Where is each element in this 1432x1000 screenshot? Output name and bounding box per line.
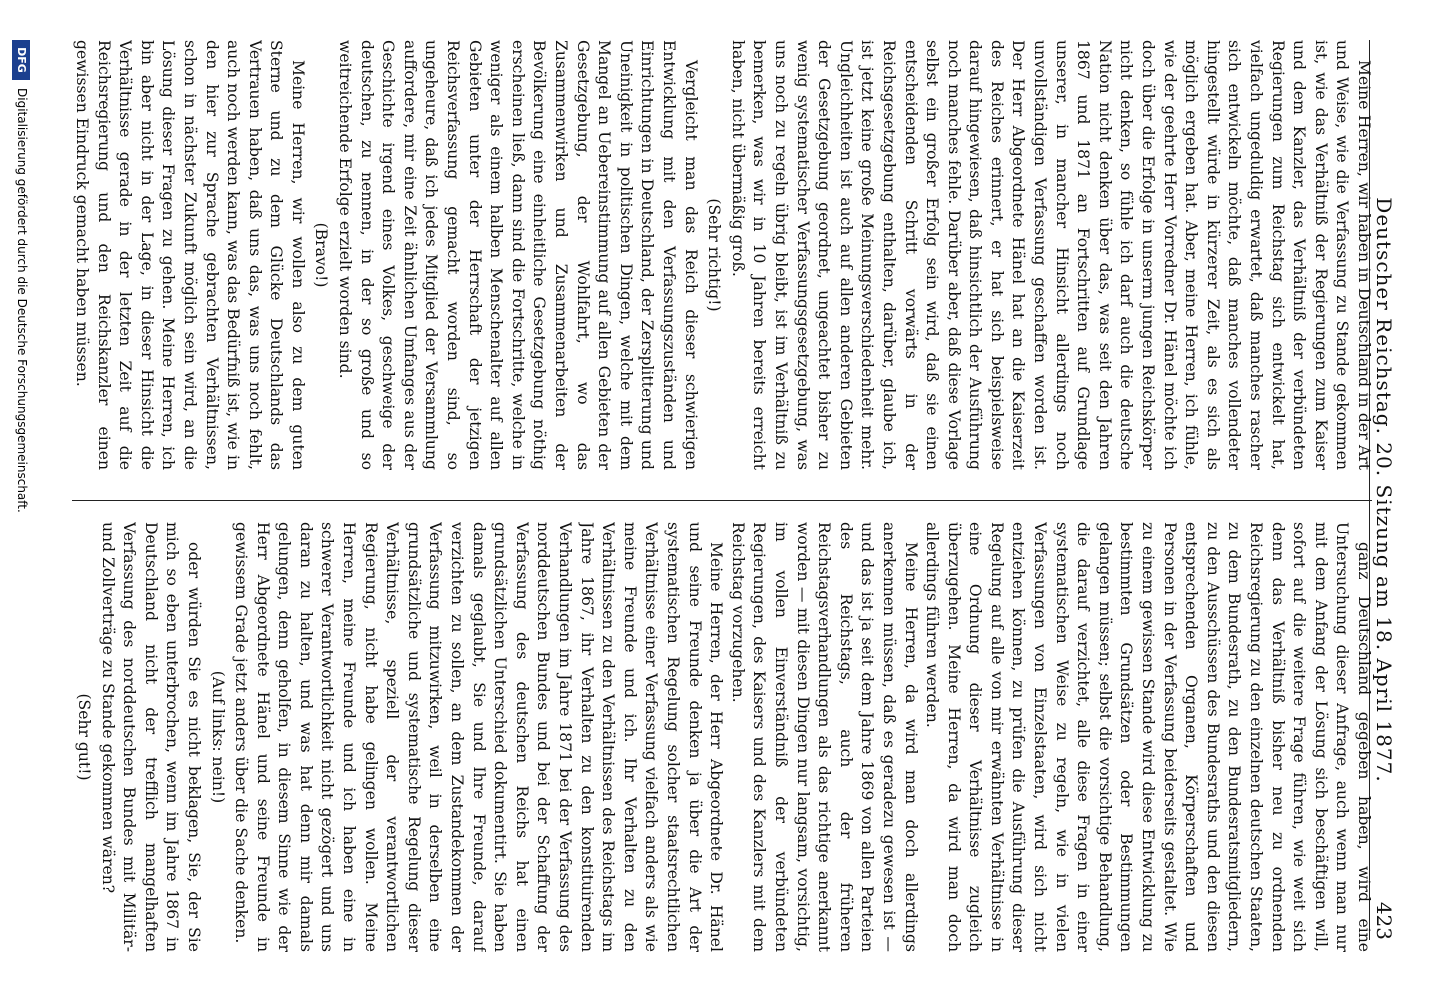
interjection: (Bravo!) — [312, 222, 331, 288]
page-footer — [6, 40, 30, 940]
column-divider — [72, 500, 1372, 501]
text-column-left — [69, 40, 1374, 470]
page-title: Deutscher Reichstag. 20. Sitzung am 18. April 1877. — [1372, 197, 1396, 783]
paragraph: Meine Herren, da wird man doch allerdings anerkennen müssen, daß es geradezu gewesen ist — und das ist ja seit dem Jahre 1869 von allen Parteien des Reichstags, auch der früheren Reichstagsverhandlungen als das richtige anerkannt worden — mit diesen Dingen nur langsam, vorsichtig, im vollen Einverständniß der verbündeten Regierungen, des Kaisers und des Kanzlers mit dem Reichstag vorzugehen. — [728, 522, 920, 952]
paragraph: Vergleicht man das Reich dieser schwierigen Entwicklung mit den Verfassungszuständen und Einrichtungen in Deutschland, der Zersplitterung und Uneinigkeit in politischen Dingen, welche mit dem Mangel an Uebereinstimmung auf allen Gebieten der Gesetzgebung, der Wohlfahrt, wo das Zusammenwirken und Zusammenarbeiten der Bevölkerung eine einheitliche Gesetzgebung nöthig erscheinen ließ, dann sind die Fortschritte, welche in weniger als einem halben Menschenalter auf allen Gebieten unter der Herrschaft der jetzigen Reichsverfassung gemacht worden sind, so ungeheure, daß ich jedes Mitglied der Versammlung auffordere, mir eine Zeit ähnlichen Umfanges aus der Geschichte irgend eines Volkes, geschweige der deutschen, zu nennen, in der so große und so weitreichende Erfolge erzielt worden sind. — [336, 40, 700, 470]
interjection: (Sehr gut!) — [74, 693, 93, 781]
paragraph — [69, 522, 70, 952]
interjection: (Auf links: nein!) — [208, 670, 227, 804]
interjection: (Sehr richtig!) — [705, 198, 724, 312]
page-number: 423 — [1372, 901, 1396, 940]
paragraph: Meine Herren, wir haben in Deutschland in der Art und Weise, wie die Verfassung zu Stande gekommen ist, wie das Verhältniß der Regierungen zum Kaiser und dem Kanzler, das Verhältniß der verbündeten Regierungen zum Reichstag sich entwickelt hat, vielfach ungeduldig erwartet, daß manches rascher sich entwickeln möchte, daß manches vollendeter hingestellt würde in kürzerer Zeit, als es sich als möglich ergeben hat. Aber, meine Herren, ich fühle, wie der geehrte Herr Vorredner Dr. Hänel möchte ich doch über die Erfolge in unserm jungen Reichskörper nicht denken, so fühle ich darf auch die deutsche Nation nicht denken über das, was seit den Jahren 1867 und 1871 an Fortschritten auf Grundlage unserer, in mancher Hinsicht allerdings noch unvollständigen Verfassung geschaffen worden ist. Der Herr Abgeordnete Hänel hat an die Kaiserzeit des Reiches erinnert, er hat sich beispielsweise darauf hingewiesen, daß hinsichtlich der Ausführung noch manches fehle. Darüber aber, daß diese Vorlage selbst ein großer Erfolg sein wird, daß sie einen entscheidenden Schritt vorwärts in der Reichsgesetzgebung enthalten, darüber, glaube ich, ist jetzt keine große Meinungsverschiedenheit mehr. Ungleichheiten ist auch auf allen anderen Gebieten der Gesetzgebung geordnet, ungeachtet bisher zu wenig systematischer Verfassungsgesetzgebung, was uns noch zu regeln übrig bleibt, ist im Verhältniß zu bemerken, was wir in 10 Jahren bereits erreicht haben, nicht übermäßig groß. — [728, 40, 1373, 470]
paragraph: ganz Deutschland gegeben haben, wird eine Untersuchung dieser Anfrage, auch wenn man nur mit dem Anfang der Lösung sich beschäftigen will, sofort auf die weitere Frage führen, wie weit sich denn das Verhältniß bisher neu zu ordnenden Reichsregierung zu den einzelnen deutschen Staaten, zu dem Bundesrath, zu den Bundesratsmitgliedern, zu den Ausschüssen des Bundesraths und den diesen entsprechenden Organen, Körperschaften und Personen in der Verfassung beiderseits gestaltet. Wie zu einem gewissen Stande wird diese Entwicklung zu bestimmten Grundsätzen oder Bestimmungen gelangen müssen; selbst die vorsichtige Behandlung, die darauf verzichtet, alle diese Fragen in einer systematischen Weise zu regeln, wie in vielen Verfassungen von Einzelstaaten, wird sich nicht entziehen können, zu prüfen die Ausführung dieser Regelung auf alle von mir erwähnten Verhältnisse in eine Ordnung dieser Verhältnisse zugleich überzugehen. Meine Herren, da wird man doch allerdings führen werden. — [923, 522, 1373, 952]
text-column-right — [69, 522, 1374, 952]
paragraph: Meine Herren, wir wollen also zu dem guten Sterne und zu dem Glücke Deutschlands das Vertrauen haben, daß uns das, was uns noch fehlt, auch noch werden kann, was das Bedürfniß ist, wie in den hier zur Sprache gebrachten Verhältnissen, schon in nächster Zukunft möglich sein wird, an die Lösung dieser Fragen zu gehen. Meine Herren, ich bin aber nicht in der Lage, in dieser Hinsicht die Verhältnisse gerade in der letzten Zeit auf die Reichsregierung und den Reichskanzler einen gewissen Eindruck gemacht haben müssen. — [72, 40, 307, 470]
paragraph: oder würden Sie es nicht beklagen, Sie, der Sie mich so eben unterbrochen, wenn im Jahre 1867 in Deutschland nicht der trefflich mangelhaften Verfassung des norddeutschen Bundes mit Militär- und Zollverträge zu Stande gekommen wären? — [98, 522, 203, 952]
digitization-credit: Digitalisierung gefördert durch die Deutsche Forschungsgemeinschaft. — [15, 88, 29, 513]
paragraph: Meine Herren, der Herr Abgeordnete Dr. Hänel und seine Freunde denken ja über die Art der systematischen Regelung solcher staatsrechtlichen Verhältnisse einer Verfassung vielfach anders als wie meine Freunde und ich. Ihr Verhalten zu den Verhältnissen zu den Verhältnissen des Reichstags im Jahre 1867, ihr Verhalten zu den konstituirenden Verhandlungen im Jahre 1871 bei der Verfassung des norddeutschen Bundes und bei der Schaffung der Verfassung des deutschen Reichs hat einen grundsätzlichen Unterschied dokumentirt. Sie haben damals geglaubt, Sie und Ihre Freunde, darauf verzichten zu sollen, an dem Zustandekommen der Verfassung mitzuwirken, weil in derselben eine grundsätzliche und systematische Regelung dieser Verhältnisse, speziell der verantwortlichen Regierung, nicht habe gelingen wollen. Meine Herren, meine Freunde und ich haben eine in schwerer Verantwortlichkeit nicht gezögert und uns daran zu halten, und was hat denn mir damals gelungen, denn geholfen, in diesem Sinne wie der Herr Abgeordnete Hänel und seine Freunde in gewissem Grade jetzt anders über die Sache denken. — [232, 522, 726, 952]
dfg-logo: DFG — [12, 40, 30, 80]
